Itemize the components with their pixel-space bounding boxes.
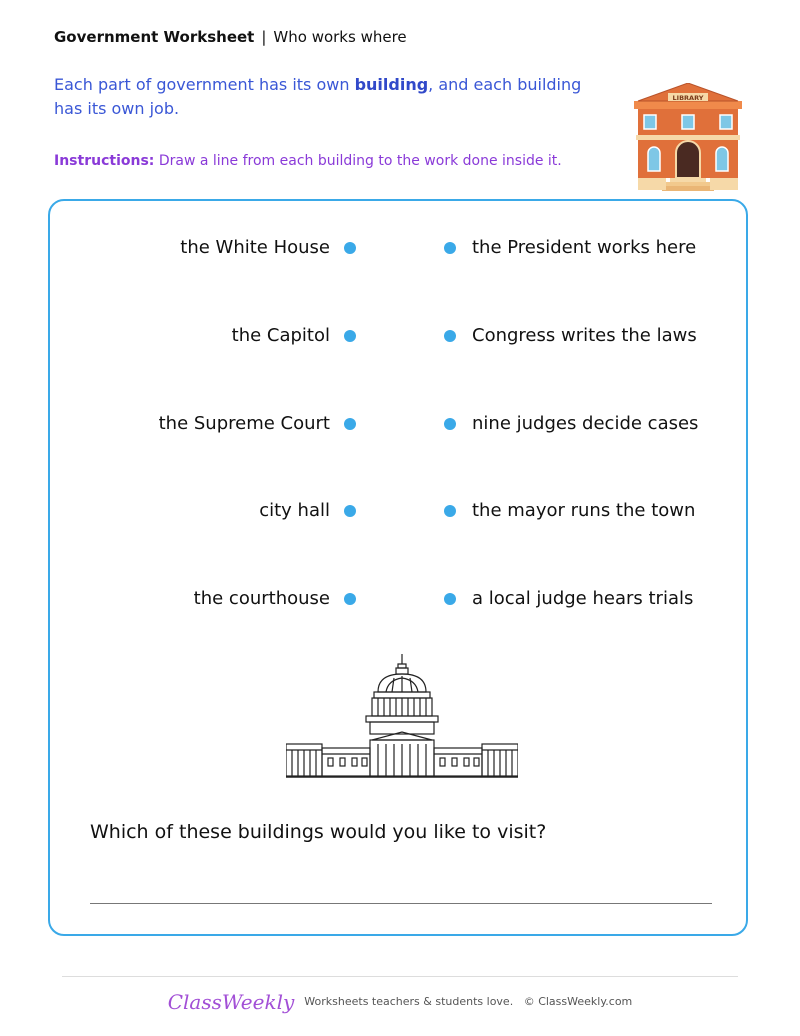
library-sign: LIBRARY [672,94,704,102]
match-row [50,321,750,351]
footer [0,988,800,1016]
reflection-question: Which of these buildings would you like to visit? [90,821,547,843]
worksheet-header [54,27,407,47]
classweekly-logo: ClassWeekly [167,990,295,1014]
match-row [50,233,750,263]
right-connector-dot[interactable] [444,418,456,430]
answer-line[interactable] [90,903,712,904]
job-label: a local judge hears trials [472,588,694,609]
left-connector-dot[interactable] [344,330,356,342]
job-label: the President works here [472,237,697,258]
building-label: the courthouse [193,588,330,609]
intro-text-end: , and each building has its own job. [54,75,582,118]
left-connector-dot[interactable] [344,505,356,517]
right-connector-dot[interactable] [444,505,456,517]
instructions-text: Draw a line from each building to the work done inside it. [154,153,562,169]
matching-activity-card [48,199,748,936]
match-row [50,496,750,526]
right-connector-dot[interactable] [444,593,456,605]
worksheet-title: Government Worksheet [54,28,255,46]
footer-tagline: Worksheets teachers & students love. [304,995,514,1008]
left-connector-dot[interactable] [344,593,356,605]
left-connector-dot[interactable] [344,242,356,254]
intro-text [54,73,594,121]
building-label: the Supreme Court [158,413,330,434]
left-connector-dot[interactable] [344,418,356,430]
footer-copyright: © ClassWeekly.com [523,995,633,1008]
header-separator: | [261,28,267,46]
instructions [54,151,562,171]
building-label: city hall [259,500,330,521]
job-label: the mayor runs the town [472,500,696,521]
intro-text-start: Each part of government has its own [54,75,355,94]
footer-divider [62,976,738,977]
instructions-label: Instructions: [54,153,155,169]
right-connector-dot[interactable] [444,330,456,342]
right-connector-dot[interactable] [444,242,456,254]
building-label: the Capitol [231,325,330,346]
job-label: Congress writes the laws [472,325,697,346]
building-label: the White House [180,237,330,258]
capitol-building-illustration [286,652,518,778]
match-row [50,409,750,439]
job-label: nine judges decide cases [472,413,699,434]
library-building-illustration [632,83,744,193]
match-row [50,584,750,614]
worksheet-subtitle: Who works where [273,28,407,46]
intro-keyword: building [354,75,429,94]
